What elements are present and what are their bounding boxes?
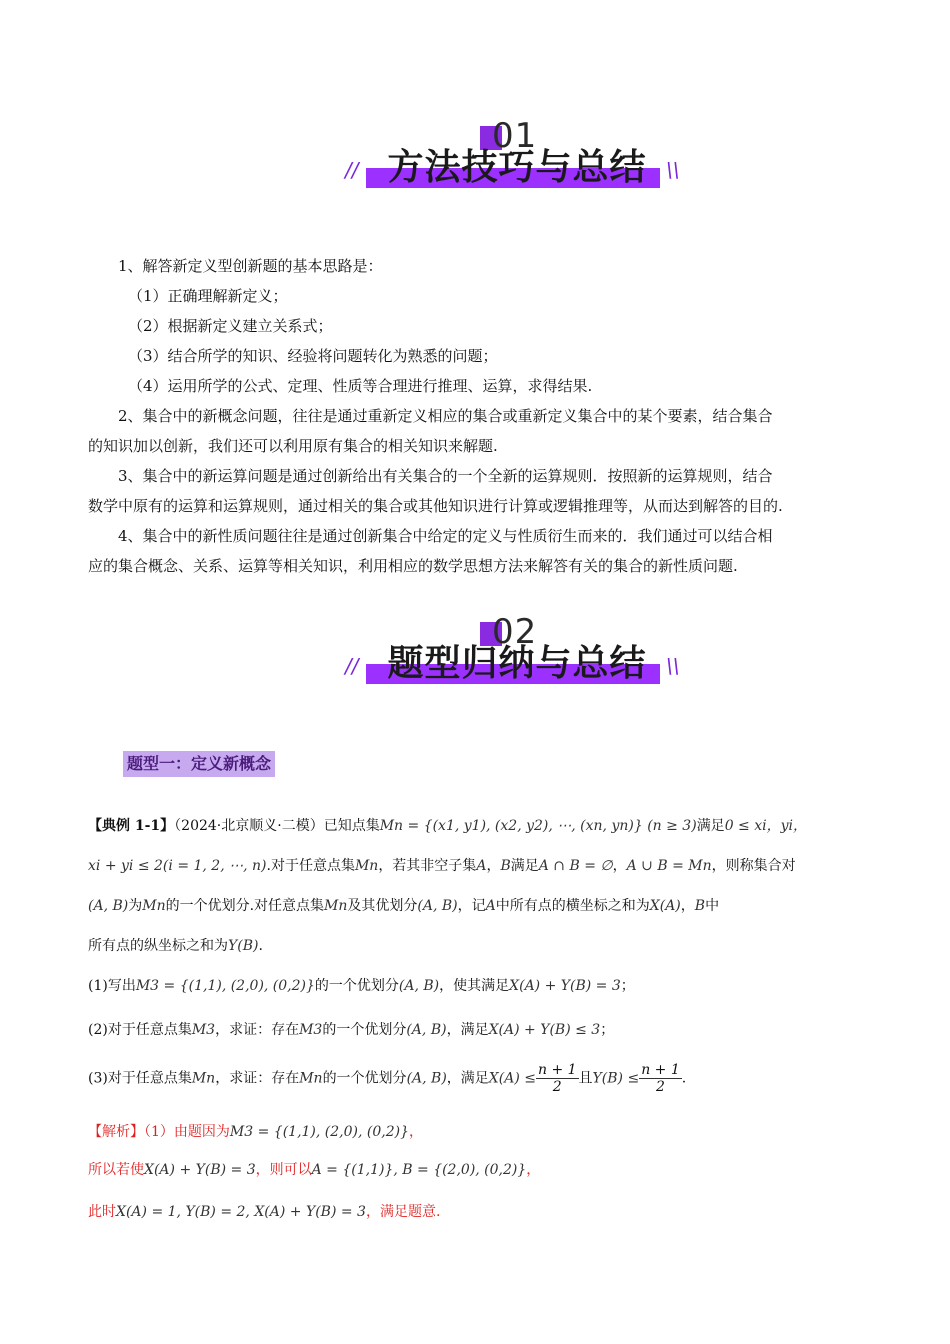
text: ，则称集合对 bbox=[711, 858, 796, 874]
text: 且 bbox=[578, 1070, 593, 1087]
text: ，满足 bbox=[446, 1022, 489, 1038]
solution-line2 bbox=[88, 1160, 868, 1180]
numerator: n + 1 bbox=[537, 1062, 577, 1078]
example-source: （2024·北京顺义·二模）已知点集 bbox=[174, 818, 380, 834]
math: Y(B) ≤ bbox=[592, 1070, 640, 1087]
section-title: 题型归纳与总结 bbox=[387, 643, 647, 684]
example-tag: 【典例 1-1】 bbox=[88, 818, 175, 834]
method-p1-2: （2）根据新定义建立关系式； bbox=[128, 317, 333, 335]
math: M3 bbox=[299, 1022, 323, 1038]
method-p3-line1: 3、集合中的新运算问题是通过创新给出有关集合的一个全新的运算规则．按照新的运算规则，结合 bbox=[118, 467, 773, 485]
math: M3 = {(1,1), (2,0), (0,2)} bbox=[135, 978, 315, 994]
math: X(A) ≤ bbox=[488, 1070, 536, 1087]
section-number: 02 bbox=[492, 612, 538, 652]
example-line4 bbox=[88, 936, 868, 956]
math: A = {(1,1)}, B = {(2,0), (0,2)} bbox=[311, 1162, 527, 1178]
text: ，满足题意. bbox=[365, 1204, 441, 1220]
text: 及其优划分 bbox=[347, 898, 418, 914]
text: ； bbox=[620, 978, 635, 994]
text: (2)对于任意点集 bbox=[88, 1022, 192, 1038]
math: X(A) = 1, Y(B) = 2, X(A) + Y(B) = 3 bbox=[116, 1204, 366, 1220]
math: A bbox=[476, 858, 487, 874]
method-p4-line1: 4、集合中的新性质问题往往是通过创新集合中给定的定义与性质衍生而来的．我们通过可以结合相 bbox=[118, 527, 773, 545]
text: 满足 bbox=[696, 818, 725, 834]
text: ， bbox=[612, 858, 627, 874]
text: 的一个优划分 bbox=[322, 1070, 407, 1087]
text: ， bbox=[526, 1162, 541, 1178]
section-number: 01 bbox=[492, 116, 538, 156]
text: 中所有点的横坐标之和为 bbox=[495, 898, 650, 914]
denominator: 2 bbox=[552, 1079, 562, 1095]
type-label: 题型一：定义新概念 bbox=[123, 751, 275, 777]
text: . bbox=[681, 1070, 687, 1087]
section-banner-02 bbox=[0, 614, 950, 704]
math: A ∩ B = ∅ bbox=[538, 858, 613, 874]
text: 中 bbox=[705, 898, 720, 914]
math: X(A) + Y(B) = 3 bbox=[144, 1162, 256, 1178]
math: Mn bbox=[191, 1070, 216, 1087]
text: 所有点的纵坐标之和为 bbox=[88, 938, 228, 954]
text: ，记 bbox=[457, 898, 486, 914]
text: 满足 bbox=[510, 858, 539, 874]
example-line2 bbox=[88, 856, 868, 876]
text: ， bbox=[408, 1124, 423, 1140]
slash-right-icon: \\ bbox=[666, 158, 680, 182]
math: X(A) + Y(B) ≤ 3 bbox=[488, 1022, 601, 1038]
text: 的一个优划分 bbox=[314, 978, 399, 994]
text: .对于任意点集 bbox=[266, 858, 355, 874]
text: (3)对于任意点集 bbox=[88, 1070, 192, 1087]
text: ，求证：存在 bbox=[215, 1022, 300, 1038]
math: Mn bbox=[299, 1070, 323, 1087]
denominator: 2 bbox=[656, 1079, 665, 1095]
math: M3 = {(1,1), (2,0), (0,2)} bbox=[229, 1124, 409, 1140]
text: ； bbox=[600, 1022, 615, 1038]
math: Mn bbox=[142, 898, 166, 914]
math: B bbox=[694, 898, 706, 914]
method-p1-3: （3）结合所学的知识、经验将问题转化为熟悉的问题； bbox=[128, 347, 498, 365]
text: ，求证：存在 bbox=[215, 1070, 300, 1087]
numerator: n + 1 bbox=[641, 1062, 680, 1078]
math: A bbox=[485, 898, 496, 914]
math: Mn bbox=[324, 898, 348, 914]
solution-line3 bbox=[88, 1202, 868, 1222]
text: ，使其满足 bbox=[439, 978, 510, 994]
solution-tag: 【解析】 bbox=[88, 1124, 144, 1140]
math: (A, B) bbox=[398, 978, 440, 994]
math: X(A) bbox=[649, 898, 681, 914]
math: (A, B) bbox=[406, 1070, 447, 1087]
text: (1)写出 bbox=[88, 978, 136, 994]
text: ， bbox=[680, 898, 695, 914]
text: ， bbox=[486, 858, 501, 874]
math: yi， bbox=[780, 818, 807, 834]
text: ，满足 bbox=[446, 1070, 489, 1087]
math: (A, B) bbox=[88, 898, 129, 914]
math: X(A) + Y(B) = 3 bbox=[509, 978, 621, 994]
question-3 bbox=[88, 1062, 868, 1095]
example-line3 bbox=[88, 896, 868, 916]
slash-right-icon: \\ bbox=[666, 654, 680, 678]
method-p2-line1: 2、集合中的新概念问题，往往是通过重新定义相应的集合或重新定义集合中的某个要素，结合集合 bbox=[118, 407, 773, 425]
question-2 bbox=[88, 1020, 868, 1040]
method-p1-1: （1）正确理解新定义； bbox=[128, 287, 288, 305]
text: ，则可以 bbox=[255, 1162, 312, 1178]
text: 为 bbox=[128, 898, 143, 914]
solution-line1 bbox=[88, 1122, 868, 1142]
math: xi + yi ≤ 2(i = 1, 2, ⋯, n) bbox=[88, 858, 267, 874]
question-1 bbox=[88, 976, 868, 996]
method-p1-4: （4）运用所学的公式、定理、性质等合理进行推理、运算，求得结果. bbox=[128, 377, 593, 395]
method-p3-line2: 数学中原有的运算和运算规则，通过相关的集合或其他知识进行计算或逻辑推理等，从而达到解答的目的. bbox=[88, 497, 783, 515]
text: （1）由题因为 bbox=[144, 1124, 230, 1140]
text: 此时 bbox=[88, 1204, 116, 1220]
math: A ∪ B = Mn bbox=[626, 858, 712, 874]
set-Mn: Mn = {(x1, y1), (x2, y2), ⋯, (xn, yn)} (n ≥ 3) bbox=[379, 818, 697, 834]
section-title: 方法技巧与总结 bbox=[387, 147, 647, 188]
fraction bbox=[536, 1062, 579, 1095]
math: (A, B) bbox=[406, 1022, 447, 1038]
slash-left-icon: // bbox=[345, 654, 359, 678]
math: (A, B) bbox=[417, 898, 458, 914]
slash-left-icon: // bbox=[345, 158, 359, 182]
text: 所以若使 bbox=[88, 1162, 144, 1178]
math: Y(B) bbox=[228, 938, 259, 954]
section-banner-01 bbox=[0, 118, 950, 208]
text: ，若其非空子集 bbox=[378, 858, 477, 874]
math: B bbox=[500, 858, 511, 874]
example-line1 bbox=[88, 816, 868, 836]
method-p4-line2: 应的集合概念、关系、运算等相关知识，利用相应的数学思想方法来解答有关的集合的新性质问题. bbox=[88, 557, 738, 575]
method-p1: 1、解答新定义型创新题的基本思路是： bbox=[118, 257, 383, 275]
math: Mn bbox=[354, 858, 379, 874]
text: . bbox=[258, 938, 263, 954]
method-p2-line2: 的知识加以创新，我们还可以利用原有集合的相关知识来解题. bbox=[88, 437, 498, 455]
text: 的一个优划分.对任意点集 bbox=[165, 898, 325, 914]
fraction bbox=[639, 1062, 682, 1095]
text: 的一个优划分 bbox=[322, 1022, 407, 1038]
math: M3 bbox=[191, 1022, 216, 1038]
math: 0 ≤ xi， bbox=[724, 818, 781, 834]
